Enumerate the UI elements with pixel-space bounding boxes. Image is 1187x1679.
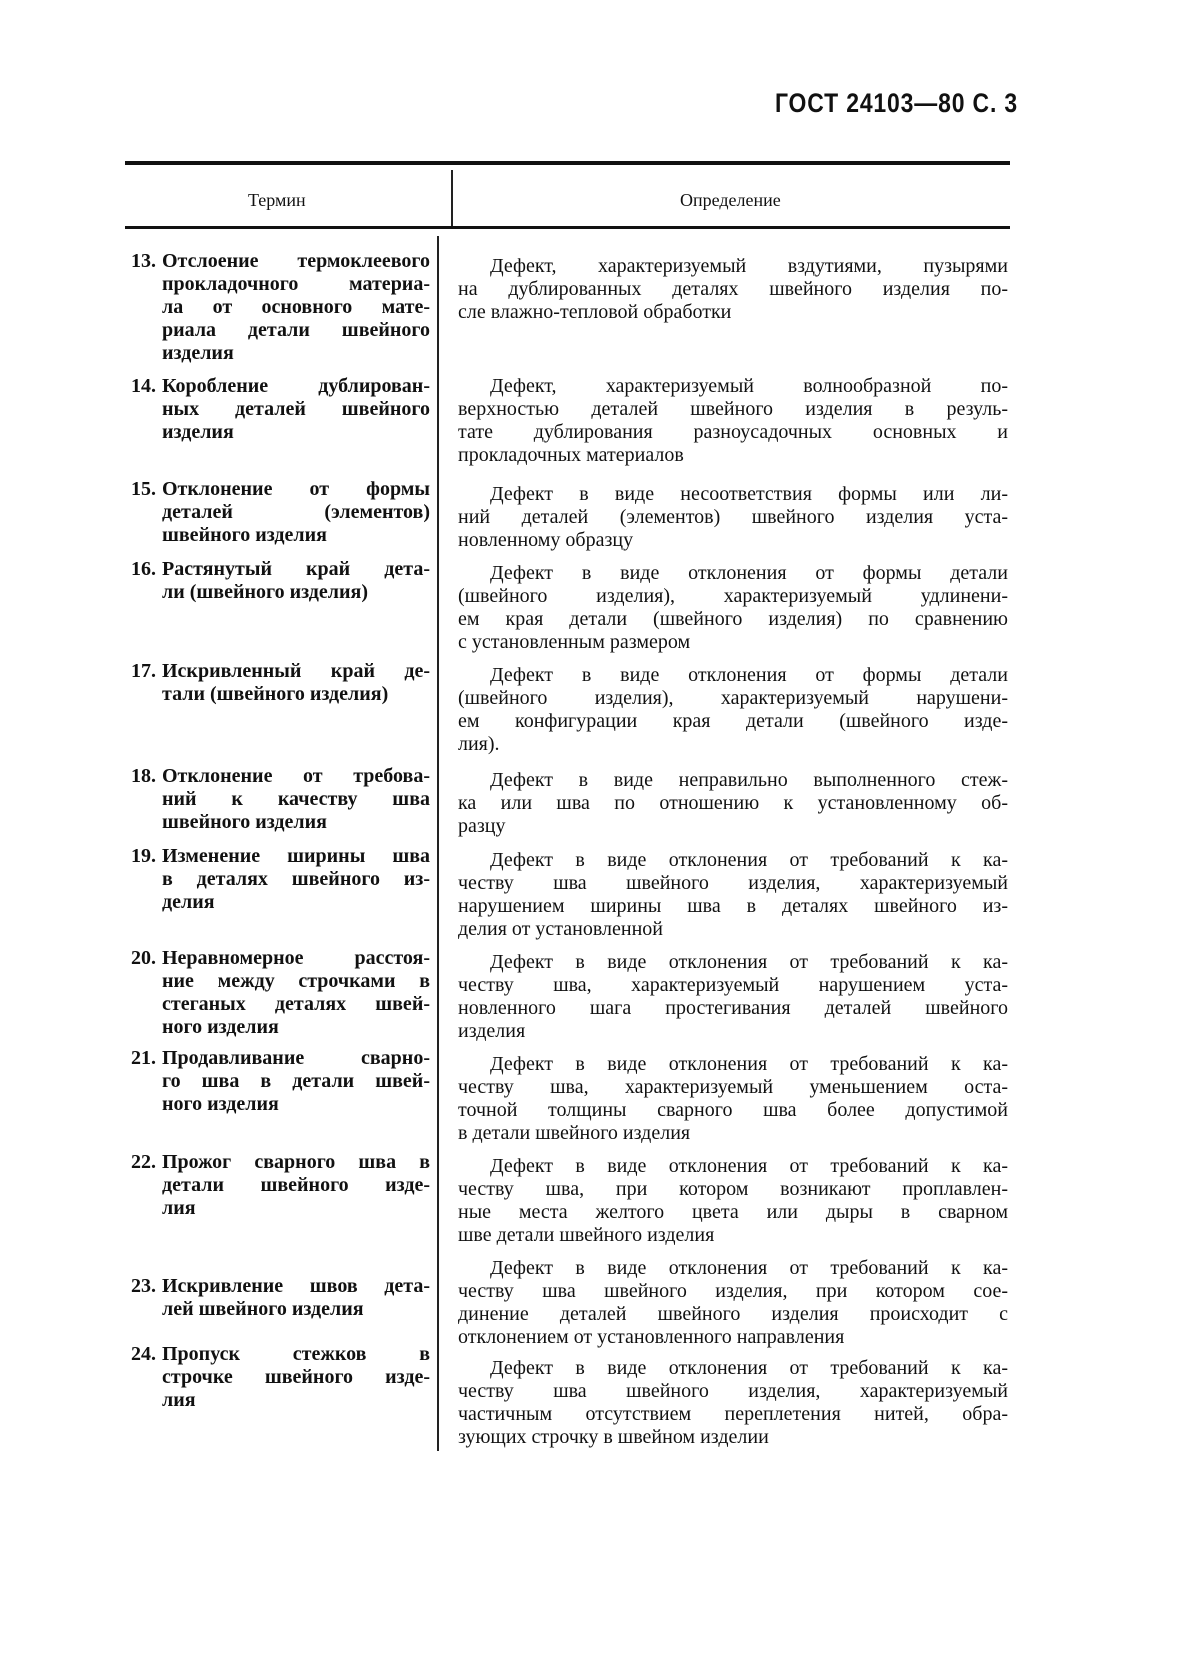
term-number: 21. — [131, 1047, 156, 1069]
definition-text-line: честву шва, при котором возникают проплавлен- — [458, 1178, 1008, 1200]
term-text-line: Искривление швов дета- — [162, 1275, 430, 1297]
column-divider — [437, 236, 439, 1451]
term-text — [162, 660, 430, 706]
definition-text — [458, 562, 1008, 654]
definition-text-line: Дефект в виде отклонения от требований к ка- — [490, 951, 1008, 973]
definition-text-line: Дефект в виде несоответствия формы или ли- — [490, 483, 1008, 505]
term-text-line: детали швейного изде- — [162, 1174, 430, 1196]
term-text-line: швейного изделия — [162, 524, 327, 546]
term-text-line: ний к качеству шва — [162, 788, 430, 810]
term-text-line: Растянутый край дета- — [162, 558, 430, 580]
definition-text-line: Дефект в виде неправильно выполненного стеж- — [490, 769, 1008, 791]
definition-text — [458, 483, 1008, 552]
definition-text-line: честву шва, характеризуемый уменьшением оста- — [458, 1076, 1008, 1098]
term-text-line: прокладочного материа- — [162, 273, 430, 295]
definition-text-line: делия от установленной — [458, 918, 663, 940]
term-text — [162, 558, 430, 604]
term-text-line: лия — [162, 1389, 196, 1411]
definition-text-line: с установленным размером — [458, 631, 691, 653]
definition-text-line: честву шва швейного изделия, при котором сое- — [458, 1280, 1008, 1302]
definition-text — [458, 1155, 1008, 1247]
term-text-line: Отклонение от формы — [162, 478, 430, 500]
term-text — [162, 765, 430, 834]
term-text-line: деталей (элементов) — [162, 501, 430, 523]
term-text-line: Отклонение от требова- — [162, 765, 430, 787]
term-text-line: Прожог сварного шва в — [162, 1151, 430, 1173]
definition-text — [458, 1053, 1008, 1145]
definition-text-line: верхностью деталей швейного изделия в резуль- — [458, 398, 1008, 420]
definition-text-line: Дефект в виде отклонения от формы детали — [490, 664, 1008, 686]
term-text-line: Неравномерное расстоя- — [162, 947, 430, 969]
header-bottom-rule — [125, 226, 1010, 229]
term-number: 14. — [131, 375, 156, 397]
definition-text-line: прокладочных материалов — [458, 444, 684, 466]
term-number: 24. — [131, 1343, 156, 1365]
definition-text-line: точной толщины сварного шва более допустимой — [458, 1099, 1008, 1121]
column-header-definition: Определение — [680, 190, 781, 210]
term-text-line: Коробление дублирован- — [162, 375, 430, 397]
term-text-line: Продавливание сварно- — [162, 1047, 430, 1069]
column-header-term: Термин — [248, 190, 306, 210]
term-text — [162, 1047, 430, 1116]
definition-text — [458, 769, 1008, 838]
term-text-line: изделия — [162, 421, 234, 443]
term-number: 20. — [131, 947, 156, 969]
term-text-line: Изменение ширины шва — [162, 845, 430, 867]
table-top-rule — [125, 161, 1010, 165]
definition-text-line: сле влажно-тепловой обработки — [458, 301, 732, 323]
definition-text-line: изделия — [458, 1020, 526, 1042]
term-text-line: риала детали швейного — [162, 319, 430, 341]
definition-text-line: на дублированных деталях швейного изделия по- — [458, 278, 1008, 300]
term-text — [162, 250, 430, 365]
definition-text-line: частичным отсутствием переплетения нитей, обра- — [458, 1403, 1008, 1425]
term-text-line: изделия — [162, 342, 234, 364]
term-text-line: ного изделия — [162, 1093, 279, 1115]
definition-text-line: Дефект в виде отклонения от требований к ка- — [490, 1155, 1008, 1177]
definition-text — [458, 664, 1008, 756]
term-text — [162, 478, 430, 547]
page-header: ГОСТ 24103—80 С. 3 — [775, 88, 1019, 118]
definition-text-line: Дефект, характеризуемый вздутиями, пузырями — [490, 255, 1008, 277]
definition-text-line: Дефект в виде отклонения от требований к ка- — [490, 1257, 1008, 1279]
column-divider — [451, 170, 453, 226]
term-text-line: ли (швейного изделия) — [162, 581, 369, 603]
term-text-line: швейного изделия — [162, 811, 327, 833]
definition-text-line: динение деталей швейного изделия происходит с — [458, 1303, 1008, 1325]
definition-text-line: отклонением от установленного направления — [458, 1326, 845, 1348]
term-text-line: ние между строчками в — [162, 970, 430, 992]
definition-text-line: в детали швейного изделия — [458, 1122, 691, 1144]
term-number: 18. — [131, 765, 156, 787]
definition-text-line: Дефект в виде отклонения от требований к ка- — [490, 849, 1008, 871]
term-text-line: ных деталей швейного — [162, 398, 430, 420]
definition-text-line: честву шва швейного изделия, характеризуемый — [458, 872, 1008, 894]
definition-text-line: тате дублирования разноусадочных основных и — [458, 421, 1008, 443]
definition-text-line: ные места желтого цвета или дыры в сварном — [458, 1201, 1008, 1223]
definition-text-line: ка или шва по отношению к установленному об- — [458, 792, 1008, 814]
term-number: 13. — [131, 250, 156, 272]
term-text-line: в деталях швейного из- — [162, 868, 430, 890]
definition-text-line: новленного шага простегивания деталей швейного — [458, 997, 1008, 1019]
definition-text — [458, 375, 1008, 467]
term-text — [162, 845, 430, 914]
definition-text — [458, 1357, 1008, 1449]
definition-text-line: шве детали швейного изделия — [458, 1224, 715, 1246]
definition-text-line: ний деталей (элементов) швейного изделия уста- — [458, 506, 1008, 528]
definition-text-line: зующих строчку в швейном изделии — [458, 1426, 769, 1448]
term-text-line: стеганых деталях швей- — [162, 993, 430, 1015]
term-text-line: Отслоение термоклеевого — [162, 250, 430, 272]
term-text — [162, 1151, 430, 1220]
definition-text-line: честву шва швейного изделия, характеризуемый — [458, 1380, 1008, 1402]
term-text-line: строчке швейного изде- — [162, 1366, 430, 1388]
definition-text-line: ем конфигурации края детали (швейного изде- — [458, 710, 1008, 732]
definition-text-line: Дефект в виде отклонения от требований к ка- — [490, 1357, 1008, 1379]
term-text — [162, 1275, 430, 1321]
definition-text — [458, 849, 1008, 941]
term-text-line: лия — [162, 1197, 196, 1219]
definition-text-line: Дефект в виде отклонения от формы детали — [490, 562, 1008, 584]
term-number: 22. — [131, 1151, 156, 1173]
definition-text-line: новленному образцу — [458, 529, 634, 551]
definition-text-line: Дефект, характеризуемый волнообразной по- — [490, 375, 1008, 397]
definition-text-line: Дефект в виде отклонения от требований к ка- — [490, 1053, 1008, 1075]
term-text-line: ла от основного мате- — [162, 296, 430, 318]
definition-text-line: (швейного изделия), характеризуемый удлинени- — [458, 585, 1008, 607]
term-text-line: тали (швейного изделия) — [162, 683, 389, 705]
definition-text — [458, 255, 1008, 324]
term-number: 15. — [131, 478, 156, 500]
term-number: 19. — [131, 845, 156, 867]
definition-text-line: разцу — [458, 815, 506, 837]
definition-text-line: ем края детали (швейного изделия) по сравнению — [458, 608, 1008, 630]
definition-text-line: (швейного изделия), характеризуемый нарушени- — [458, 687, 1008, 709]
term-text — [162, 375, 430, 444]
definition-text-line: честву шва, характеризуемый нарушением уста- — [458, 974, 1008, 996]
term-number: 16. — [131, 558, 156, 580]
term-number: 23. — [131, 1275, 156, 1297]
term-text-line: лей швейного изделия — [162, 1298, 364, 1320]
term-text-line: ного изделия — [162, 1016, 279, 1038]
term-text-line: го шва в детали швей- — [162, 1070, 430, 1092]
term-text-line: Пропуск стежков в — [162, 1343, 430, 1365]
term-text — [162, 1343, 430, 1412]
term-text — [162, 947, 430, 1039]
definition-text-line: нарушением ширины шва в деталях швейного из- — [458, 895, 1008, 917]
definition-text — [458, 1257, 1008, 1349]
term-number: 17. — [131, 660, 156, 682]
term-text-line: делия — [162, 891, 215, 913]
definition-text-line: лия). — [458, 733, 500, 755]
term-text-line: Искривленный край де- — [162, 660, 430, 682]
definition-text — [458, 951, 1008, 1043]
